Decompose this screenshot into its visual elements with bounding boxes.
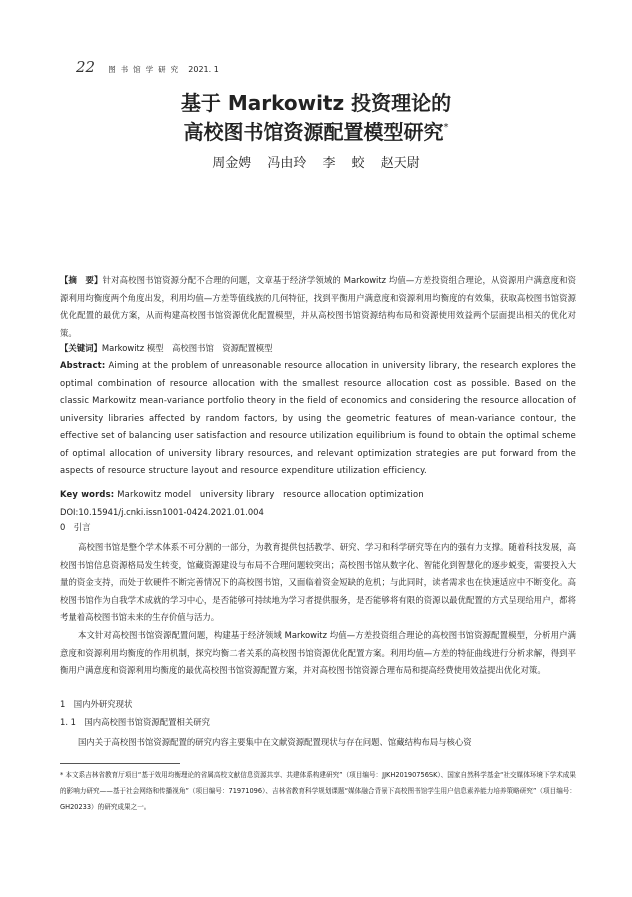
section-heading-1-1: 1. 1 国内高校图书馆资源配置相关研究 — [60, 717, 210, 727]
section-heading-1: 1 国内外研究现状 — [60, 699, 133, 709]
abstract-cn-label: 【摘 要】 — [60, 275, 103, 285]
running-header — [76, 57, 556, 77]
journal-name: 图书馆学研究 — [108, 65, 184, 74]
title-line-2-text: 高校图书馆资源配置模型研究 — [183, 120, 444, 144]
footnote: * 本文系吉林省教育厅项目“基于效用均衡理论的省属高校文献信息资源共享、共建体系构建研究”（项目编号：JJKH20190756SK）、国家自然科学基金“社交媒体环境下学术成果的影响力研究——基于社会网络和传播视角”（项目编号：71971096）、吉林省教育科学规划课题“媒体融合背景下高校图书馆学生用户信息素养能力培养策略研究”（项目编号：GH20233）的研究成果之一。 — [60, 771, 576, 811]
abstract-cn — [60, 272, 576, 342]
intro-paragraph-2: 本文针对高校图书馆资源配置问题，构建基于经济领域 Markowitz 均值—方差投资组合理论的高校图书馆资源配置模型，分析用户满意度和资源利用均衡度的作用机制，探究均衡二者关系的高校图书馆资源优化配置方案。利用均值—方差的特征曲线进行分析求解，得到平衡用户满意度和资源利用均衡度的最优高校图书馆资源配置方案，并对高校图书馆资源合理布局和提高经费使用效益提出优化对策。 — [60, 630, 576, 675]
doi: DOI:10.15941/j.cnki.issn1001-0424.2021.01.004 — [60, 507, 264, 517]
authors: 周金娉 冯由玲 李 蛟 赵天尉 — [212, 156, 420, 171]
keywords-en-label: Key words: — [60, 489, 115, 499]
title-footnote-mark: * — [443, 122, 449, 133]
section-1-1-paragraph: 国内关于高校图书馆资源配置的研究内容主要集中在文献资源配置现状与存在问题、馆藏结构布局与核心资 — [78, 737, 472, 747]
keywords-cn-text: Markowitz 模型 高校图书馆 资源配置模型 — [101, 343, 273, 353]
keywords-cn — [60, 340, 576, 358]
abstract-cn-text: 针对高校图书馆资源分配不合理的问题，文章基于经济学领域的 Markowitz 均值—方差投资组合理论，从资源用户满意度和资源利用均衡度两个角度出发，利用均值—方差等值线族的几何特征，找到平衡用户满意度和资源利用均衡度的有效集，获取高校图书馆资源优化配置的最优方案，从而构建高校图书馆资源优化配置模型，并从高校图书馆资源结构布局和资源使用效益两个层面提出相关的优化对策。 — [60, 275, 577, 338]
abstract-en-text: Aiming at the problem of unreasonable resource allocation in university library, the research explores the optimal combination of resource allocation with the smallest resource allocation cost as possible. Based on the classic Markowitz mean-variance portfolio theory in the field of economics and considering the resource allocation of university libraries affected by random factors, by using the geometric features of mean-variance contour, the effective set of balancing user satisfaction and resource utilization equilibrium is found to obtain the optimal scheme of optimal allocation of university library resources, and relevant optimization strategies are put forward from the aspects of resource structure layout and resource expenditure utilization efficiency. — [60, 360, 576, 475]
keywords-cn-label: 【关键词】 — [60, 343, 102, 353]
title-line-2 — [0, 118, 632, 146]
page-number: 22 — [76, 58, 96, 76]
journal-issue: 2021. 1 — [188, 65, 219, 74]
keywords-en — [60, 486, 576, 504]
section-heading-intro: 0 引言 — [60, 522, 91, 532]
abstract-en-label: Abstract: — [60, 360, 106, 370]
intro-paragraph-1: 高校图书馆是整个学术体系不可分割的一部分，为教育提供包括教学、研究、学习和科学研究等在内的强有力支撑。随着科技发展，高校图书馆信息资源格局发生转变，馆藏资源建设与布局不合理问题较突出；高校图书馆从数字化、智能化到智慧化的逐步蜕变，需要投入大量的资金支持，而处于软硬件不断完善情况下的高校图书馆，又面临着资金短缺的危机；与此同时，读者需求也在快速适应中不断变化。高校图书馆作为自我学术成就的学习中心，是否能够可持续地为学习者提供服务，是否能够将有限的资源以最优配置的方式呈现给用户，都将考量着高校图书馆未来的生存价值与活力。 — [60, 542, 576, 622]
keywords-en-text: Markowitz model university library resource allocation optimization — [117, 489, 424, 499]
footnote-rule — [60, 763, 180, 764]
abstract-en — [60, 357, 576, 480]
title-line-1: 基于 Markowitz 投资理论的 — [180, 91, 452, 115]
